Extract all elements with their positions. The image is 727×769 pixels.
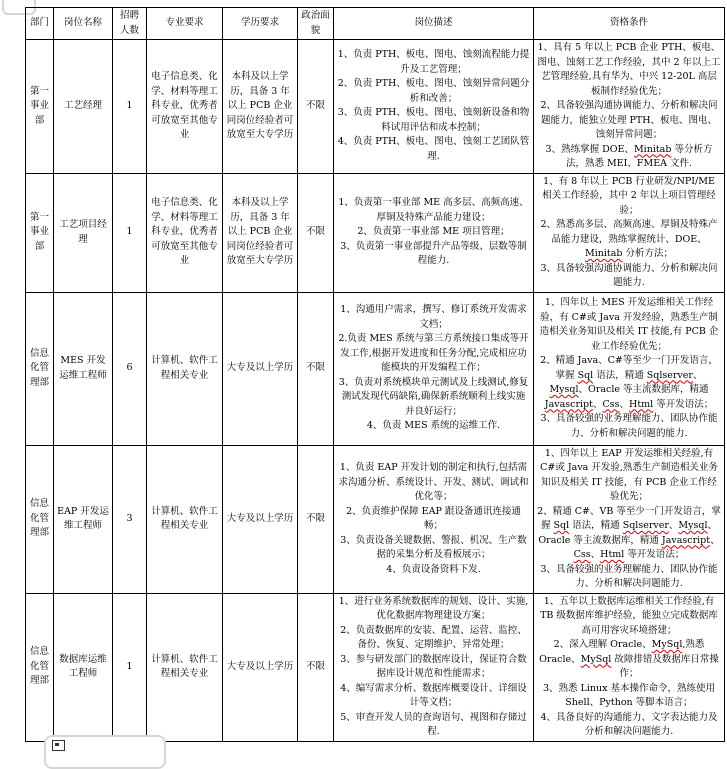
qualification-item: 2、深入理解 Oracle、MySql,熟悉 Oracle、MySql 故障排错及数据库日常操作； [539, 639, 719, 679]
dept-cell: 第一事业部 [26, 173, 54, 292]
qualification-item: 1、具有 5 年以上 PCB 企业 PTH、板电、图电、蚀刻工艺工作经验，其中 2 年以上工艺管理经验,具有华为、中兴 12-20L 高层板制作经验优先； [537, 42, 721, 97]
spellcheck-underline: Sql [577, 369, 594, 381]
education-cell: 本科及以上学历，具备 3 年以上 PCB 企业同岗位经验者可放宽至大专学历 [223, 40, 298, 174]
spellcheck-underline: Sql [553, 520, 570, 531]
description-item: 4、负责设备资料下发. [386, 563, 481, 575]
column-header: 专业要求 [147, 8, 223, 40]
description-item: 3、负责对系统模块单元测试及上线测试,修复测试发现代码缺陷,确保新系统顺利上线实施并良好运行； [338, 376, 529, 417]
dept-cell: 第一事业部 [26, 40, 54, 174]
description-item: 2、负责维护保障 EAP 跟设备通讯连接通畅； [346, 505, 521, 531]
education-cell: 大专及以上学历 [223, 593, 298, 741]
qualification-cell [534, 292, 725, 445]
dept-cell: 信息化管理部 [26, 445, 54, 593]
description-item: 5、审查开发人员的查询语句、视图和存储过程. [340, 711, 527, 737]
major-cell: 电子信息类、化学、材料等理工科专业，优秀者可放宽至其他专业 [147, 173, 223, 292]
qualification-item: 2、具备较强沟通协调能力、分析和解决问题能力，能独立处理 PTH、板电、图电、蚀刻异常问题； [540, 100, 718, 140]
description-item: 2、负责第一事业部 ME 项目管理； [357, 226, 510, 238]
description-cell [334, 292, 534, 445]
spellcheck-underline: Css [573, 549, 591, 560]
count-cell: 1 [113, 40, 147, 174]
qualification-cell [534, 445, 725, 593]
description-item: 1、进行业务系统数据库的规划、设计、实施,优化数据库物理建设方案； [338, 595, 529, 621]
dept-cell: 信息化管理部 [26, 593, 54, 741]
political-cell: 不限 [298, 173, 334, 292]
table-row [26, 593, 725, 741]
qualification-item: 1、五年以上数据库运维相关工作经验,有 TB 级数据库维护经验，能独立完成数据库高可用容灾环境搭建； [540, 595, 718, 636]
description-item: 1、负责 EAP 开发计划的制定和执行,包括需求沟通分析、系统设计、开发、测试、调试和优化等； [338, 462, 529, 502]
political-cell: 不限 [298, 593, 334, 741]
qualification-item: 4、具备良好的沟通能力、文字表达能力及分析和解决问题能力. [540, 711, 718, 737]
table-row [26, 40, 725, 174]
spellcheck-underline: Minitab [584, 248, 623, 259]
table-row [26, 445, 725, 593]
description-cell [334, 445, 534, 593]
spellcheck-underline: Mysql [678, 520, 708, 531]
description-item: 3、负责设备关键数据、警报、机况、生产数据的采集分析及看板展示； [340, 534, 527, 560]
description-item: 3、负责第一事业部提升产品等级、层数等制程能力. [340, 240, 527, 267]
recruitment-table [25, 7, 725, 742]
qualification-item: 2、熟悉高多层、高频高速、厚铜及特殊产品能力建设，熟练掌握统计、DOE、Minitab 分析方法； [540, 219, 718, 259]
education-cell: 大专及以上学历 [223, 292, 298, 445]
column-header: 资格条件 [534, 8, 725, 40]
count-cell: 3 [113, 445, 147, 593]
description-item: 2、负责 PTH、板电、图电、蚀刻异常问题分析和改善； [337, 78, 530, 104]
qualification-cell [534, 173, 725, 292]
column-header: 岗位名称 [54, 8, 113, 40]
major-cell: 计算机、软件工程相关专业 [147, 292, 223, 445]
title-cell: MES 开发运维工程师 [54, 292, 113, 445]
header-row [26, 8, 725, 40]
cropped-image-placeholder-bottom [44, 735, 166, 769]
major-cell: 计算机、软件工程相关专业 [147, 593, 223, 741]
table-body [26, 40, 725, 742]
broken-image-icon [52, 740, 65, 751]
education-cell: 本科及以上学历，具备 3 年以上 PCB 企业同岗位经验者可放宽至大专学历 [223, 173, 298, 292]
major-cell: 电子信息类、化学、材料等理工科专业，优秀者可放宽至其他专业 [147, 40, 223, 174]
description-item: 4、负责 PTH、板电、图电、蚀刻工艺团队管理. [337, 136, 530, 162]
description-item: 4、编写需求分析、数据库概要设计、详细设计等文档； [340, 682, 527, 708]
column-header: 政治面貌 [298, 8, 334, 40]
description-item: 2、负责数据库的安装、配置、运营、监控、备份、恢复、定期维护、异常处理； [340, 624, 527, 650]
column-header: 招聘人数 [113, 8, 147, 40]
spellcheck-underline: Minitab [633, 143, 672, 155]
count-cell: 1 [113, 173, 147, 292]
title-cell: 工艺经理 [54, 40, 113, 174]
qualification-item: 1、四年以上 MES 开发运维相关工作经验，有 C#或 Java 开发经验，熟悉生产制造相关业务知识及相关 IT 技能,有 PCB 企业工作经验优先； [539, 297, 719, 352]
qualification-item: 3、具备较强的业务理解能力、团队协作能力、分析和解决问题能力. [540, 563, 718, 589]
qualification-item: 3、具备较强的业务理解能力、团队协作能力、分析和解决问题的能力. [540, 413, 718, 439]
table-header [26, 8, 725, 40]
count-cell: 6 [113, 292, 147, 445]
description-item: 2.负责 MES 系统与第三方系统接口集成等开发工作,根据开发进度和任务分配,完成相应功能模块的开发编程工作； [338, 333, 529, 374]
political-cell: 不限 [298, 40, 334, 174]
description-item: 1、负责 PTH、板电、图电、蚀刻流程能力提升及工艺管理； [337, 49, 530, 75]
spellcheck-underline: Mysql [549, 384, 579, 395]
column-header: 部门 [26, 8, 54, 40]
spellcheck-underline: MySql [580, 653, 612, 665]
spellcheck-underline: Javascript [544, 398, 593, 410]
qualification-item: 1、四年以上 EAP 开发运维相关经验,有 C#或 Java 开发验,熟悉生产制造相关业务知识及相关 IT 技能，有 PCB 企业工作经验优先； [540, 447, 718, 502]
description-cell [334, 40, 534, 174]
description-cell [334, 173, 534, 292]
description-item: 3、参与研发部门的数据库设计，保证符合数据库设计规范和性能需求； [340, 653, 527, 679]
spellcheck-underline: Css [602, 398, 620, 410]
spellcheck-underline: Sqlserver [646, 369, 693, 381]
spellcheck-underline: Html [629, 398, 654, 410]
qualification-item: 2、精通 Java、C#等至少一门开发语言，掌握 Sql 语法，精通 Sqlserver、Mysql、Oracle 等主流数据库，精通 Javascript、Css、Html 等开发语法； [540, 355, 718, 410]
description-item: 4、负责 MES 系统的运维工作. [366, 420, 501, 432]
column-header: 岗位描述 [334, 8, 534, 40]
column-header: 学历要求 [223, 8, 298, 40]
political-cell: 不限 [298, 292, 334, 445]
description-item: 3、负责 PTH、板电、图电、蚀刻新设备和物料试用评估和成本控制； [337, 107, 530, 133]
qualification-item: 2、精通 C#、VB 等至少一门开发语言，掌握 Sql 语法，精通 Sqlserver、Mysql、Oracle 等主流数据库，精通 Javascript、Css、Html 等开发语法； [537, 505, 721, 560]
count-cell: 1 [113, 593, 147, 741]
qualification-item: 1、有 8 年以上 PCB 行业研发/NPI/ME 相关工作经验，其中 2 年以上项目管理经验； [542, 175, 716, 216]
education-cell: 大专及以上学历 [223, 445, 298, 593]
qualification-cell [534, 40, 725, 174]
qualification-item: 3、熟练掌握 DOE、Minitab 等分析方法，熟悉 MEI、FMEA 文件. [545, 143, 713, 169]
table-row [26, 173, 725, 292]
table-row [26, 292, 725, 445]
spellcheck-underline: Sqlserver [622, 520, 669, 531]
qualification-item: 3、具备较强沟通协调能力、分析和解决问题能力. [540, 262, 718, 288]
title-cell: 数据库运维工程师 [54, 593, 113, 741]
spellcheck-underline: Javascript [661, 534, 711, 546]
title-cell: 工艺项目经理 [54, 173, 113, 292]
spellcheck-underline: MySql [651, 639, 683, 650]
description-cell [334, 593, 534, 741]
qualification-item: 3、熟悉 Linux 基本操作命令，熟练使用 Shell、Python 等脚本语言； [542, 682, 716, 708]
description-item: 1、负责第一事业部 ME 高多层、高频高速、厚铜及特殊产品能力建设； [338, 197, 529, 223]
qualification-cell [534, 593, 725, 741]
dept-cell: 信息化管理部 [26, 292, 54, 445]
spellcheck-underline: Html [600, 549, 625, 560]
title-cell: EAP 开发运维工程师 [54, 445, 113, 593]
political-cell: 不限 [298, 445, 334, 593]
description-item: 1、沟通用户需求，撰写、修订系统开发需求文档； [340, 304, 527, 330]
major-cell: 计算机、软件工程相关专业 [147, 445, 223, 593]
